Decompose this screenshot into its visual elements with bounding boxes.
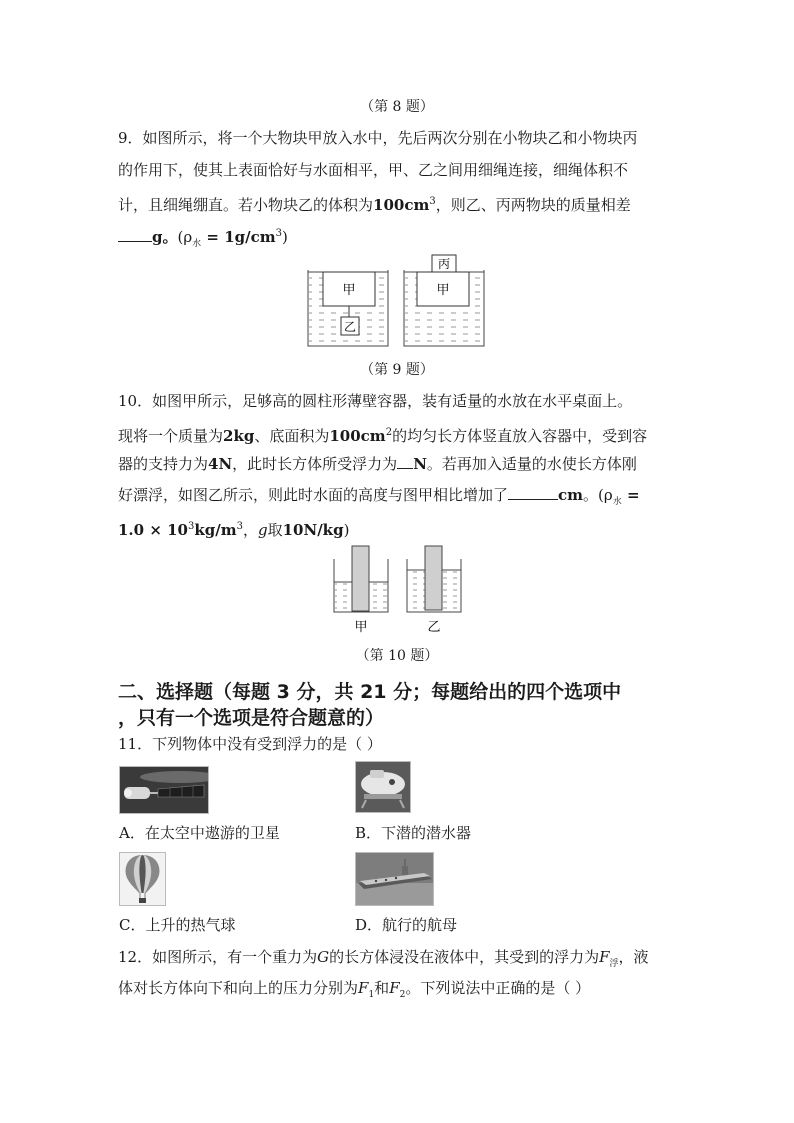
answer-blank-buoyancy[interactable] [397, 452, 413, 469]
q10-line4: 好漂浮，如图乙所示，则此时水面的高度与图甲相比增加了 cm。($\rho_水$ = [118, 481, 666, 517]
q12-line1: 12．如图所示，有一个重力为G的长方体浸没在液体中，其受到的浮力为$F_浮$，液 [118, 948, 649, 969]
q9-figure [306, 254, 488, 350]
submersible-image[interactable] [355, 761, 411, 813]
q12-line2: 体对长方体向下和向上的压力分别为$F_1$和$F_2$。下列说法中正确的是（ ） [118, 979, 591, 1000]
q10-line2: 现将一个质量为2kg、底面积为$100cm^2$的均匀长方体竖直放入容器中，受到容 [118, 427, 648, 445]
option-d[interactable]: D．航行的航母 [355, 916, 458, 934]
caption-q9: （第 9 题） [360, 362, 434, 378]
section-2-title-line2: ，只有一个选项是符合题意的） [118, 707, 385, 729]
hot-air-balloon-icon [120, 853, 165, 905]
label-fig-jia: 甲 [354, 620, 368, 635]
caption-q8: （第 8 题） [360, 99, 434, 115]
satellite-icon [120, 767, 208, 813]
answer-blank-height[interactable] [508, 483, 558, 500]
q10-line5: $1.0 \times 10^3kg/m^3$，g取10N/kg) [118, 521, 350, 539]
label-bing: 丙 [437, 257, 451, 271]
caption-q10: （第 10 题） [355, 648, 439, 664]
answer-blank[interactable] [118, 225, 152, 242]
option-b[interactable]: B．下潜的潜水器 [355, 824, 472, 842]
cuboid-jia [352, 546, 369, 611]
aircraft-carrier-image[interactable] [355, 852, 434, 906]
label-yi: 乙 [343, 320, 357, 334]
label-jia-left: 甲 [342, 283, 356, 298]
q9-line1: 9．如图所示，将一个大物块甲放入水中，先后两次分别在小物块乙和小物块丙 [118, 129, 638, 147]
q10-figure [332, 545, 464, 637]
q11-stem: 11．下列物体中没有受到浮力的是（ ） [118, 735, 382, 753]
hot-air-balloon-image[interactable] [119, 852, 166, 906]
q9-line4: g。$(\rho_水 = 1g/cm^3)$ [118, 219, 666, 259]
label-fig-yi: 乙 [427, 620, 441, 635]
satellite-image[interactable] [119, 766, 209, 814]
aircraft-carrier-icon [356, 853, 433, 905]
option-a[interactable]: A．在太空中遨游的卫星 [119, 824, 280, 842]
q10-line3: 器的支持力为4N，此时长方体所受浮力为 N。若再加入适量的水使长方体刚 [118, 450, 666, 479]
section-2-title-line1: 二、选择题（每题 3 分，共 21 分；每题给出的四个选项中 [118, 681, 622, 703]
option-c[interactable]: C．上升的热气球 [119, 916, 236, 934]
q9-line2: 的作用下，使其上表面恰好与水面相平，甲、乙之间用细绳连接，细绳体积不 [118, 161, 629, 179]
submersible-icon [356, 762, 410, 812]
q9-line3: 计，且细绳绷直。若小物块乙的体积为$100cm^3$，则乙、丙两物块的质量相差 [118, 196, 631, 214]
q10-line1: 10．如图甲所示，足够高的圆柱形薄壁容器，装有适量的水放在水平桌面上。 [118, 392, 633, 410]
cuboid-yi [425, 546, 442, 610]
label-jia-right: 甲 [436, 283, 450, 298]
